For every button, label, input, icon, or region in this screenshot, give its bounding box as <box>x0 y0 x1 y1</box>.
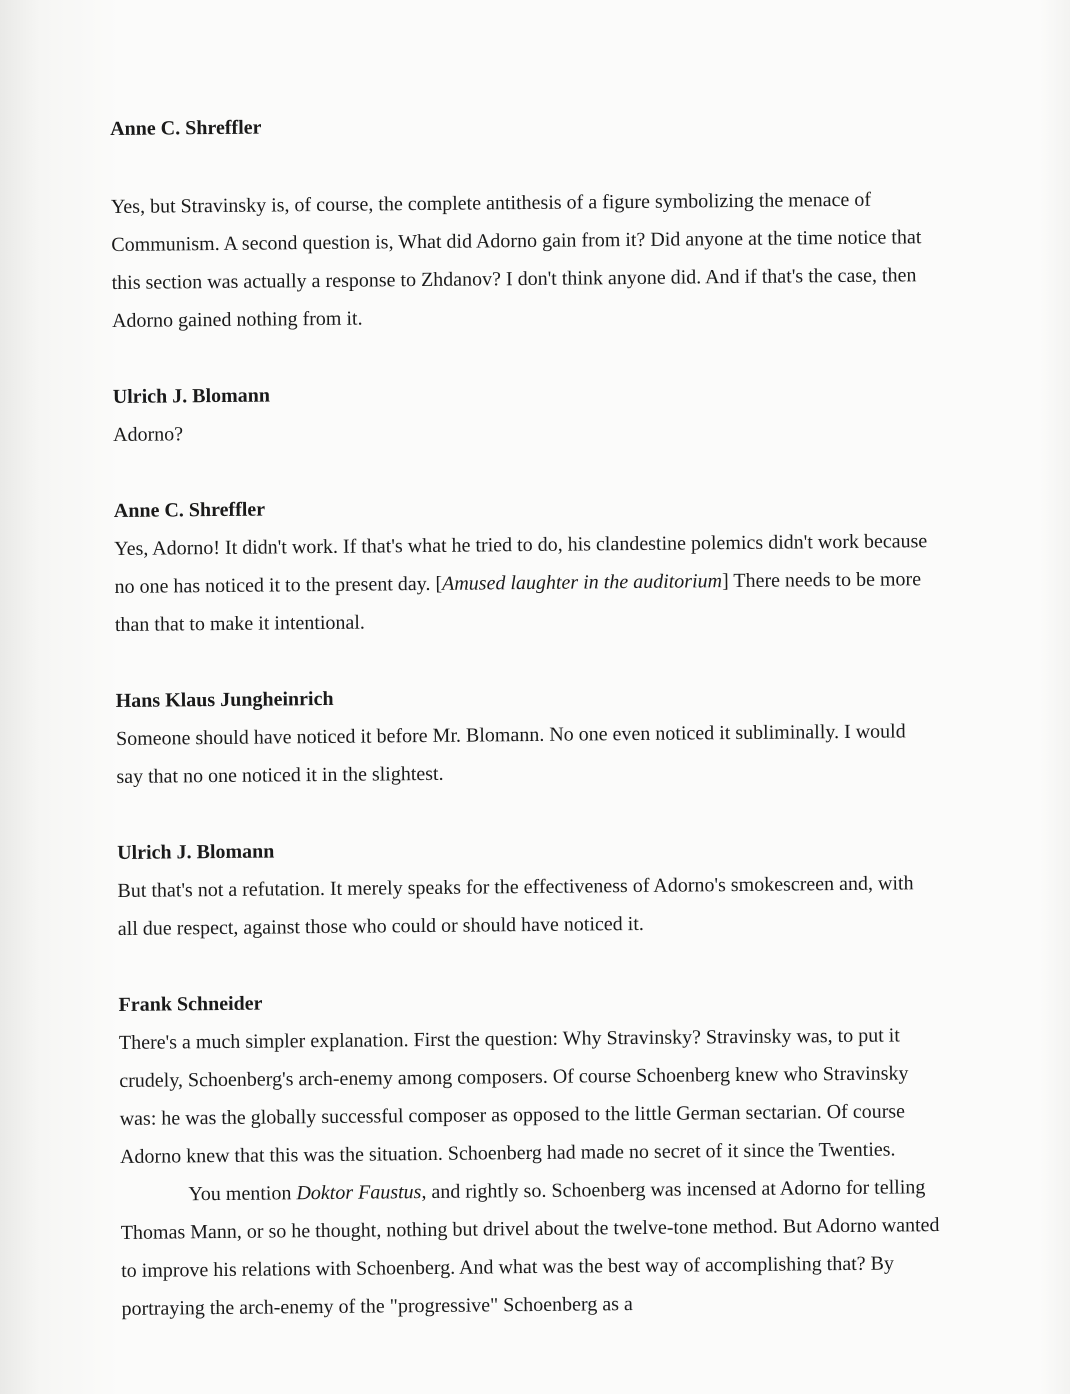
speech-paragraph: There's a much simpler explanation. First the question: Why Stravinsky? Stravinsky was, to put it crudely, Schoenberg's arch-enemy among composers. Of course Schoenberg knew who Stravinsky was: he was the globally successful composer as opposed to the little German sectarian. Of course Adorno knew that this was the situation. Schoenberg had made no secret of it since the Twenties. <box>118 1024 909 1168</box>
speech-paragraph: Adorno? <box>113 423 184 446</box>
transcript <box>110 102 942 1328</box>
speaker-name: Hans Klaus Jungheinrich <box>115 687 334 712</box>
speech-paragraph: But that's not a refutation. It merely speaks for the effectiveness of Adorno's smokescreen and, with all due respect, against those who could or should have noticed it. <box>117 872 914 940</box>
speaker-name: Ulrich J. Blomann <box>117 840 275 864</box>
speaker-name: Anne C. Shreffler <box>113 498 266 522</box>
speech-text: ] There needs to be more than that to make it intentional. <box>114 568 922 636</box>
speaker-block <box>110 102 932 340</box>
speech-paragraph <box>120 1168 941 1328</box>
speaker-name: Ulrich J. Blomann <box>112 384 271 408</box>
speaker-name: Anne C. Shreffler <box>110 116 262 140</box>
speaker-block <box>118 978 941 1328</box>
speech-paragraph: Someone should have noticed it before Mr. Blomann. No one even noticed it subliminally. I would say that no one noticed it in the slightest. <box>115 720 906 788</box>
speech-paragraph: Yes, but Stravinsky is, of course, the complete antithesis of a figure symbolizing the menace of Communism. A second question is, What did Adorno gain from it? Did anyone at the time notice that this section was actually a response to Zhdanov? I don't think anyone did. And if that's the case, then Adorno gained nothing from it. <box>110 188 922 332</box>
speech-paragraph <box>114 522 935 644</box>
speaker-block <box>115 674 936 796</box>
speech-text: Yes, Adorno! It didn't work. If that's what he tried to do, his clandestine polemics didn't work because no one has noticed it to the present day. [ <box>114 530 928 598</box>
speaker-block <box>113 370 934 454</box>
speaker-name: Frank Schneider <box>118 992 263 1016</box>
speaker-block <box>114 484 935 644</box>
speech-text: You mention <box>188 1182 297 1206</box>
speaker-block <box>117 826 938 948</box>
speech-text: , and rightly so. Schoenberg was incensed at Adorno for telling Thomas Mann, or so he thought, nothing but drivel about the twelve-tone method. But Adorno wanted to improve his relations with Schoenberg. And what was the best way of accomplishing that? By portraying the arch-enemy of the "progressive" Schoenberg as a <box>120 1176 940 1320</box>
stage-direction: Amused laughter in the auditorium <box>441 570 723 595</box>
book-title: Doktor Faustus <box>296 1181 422 1205</box>
